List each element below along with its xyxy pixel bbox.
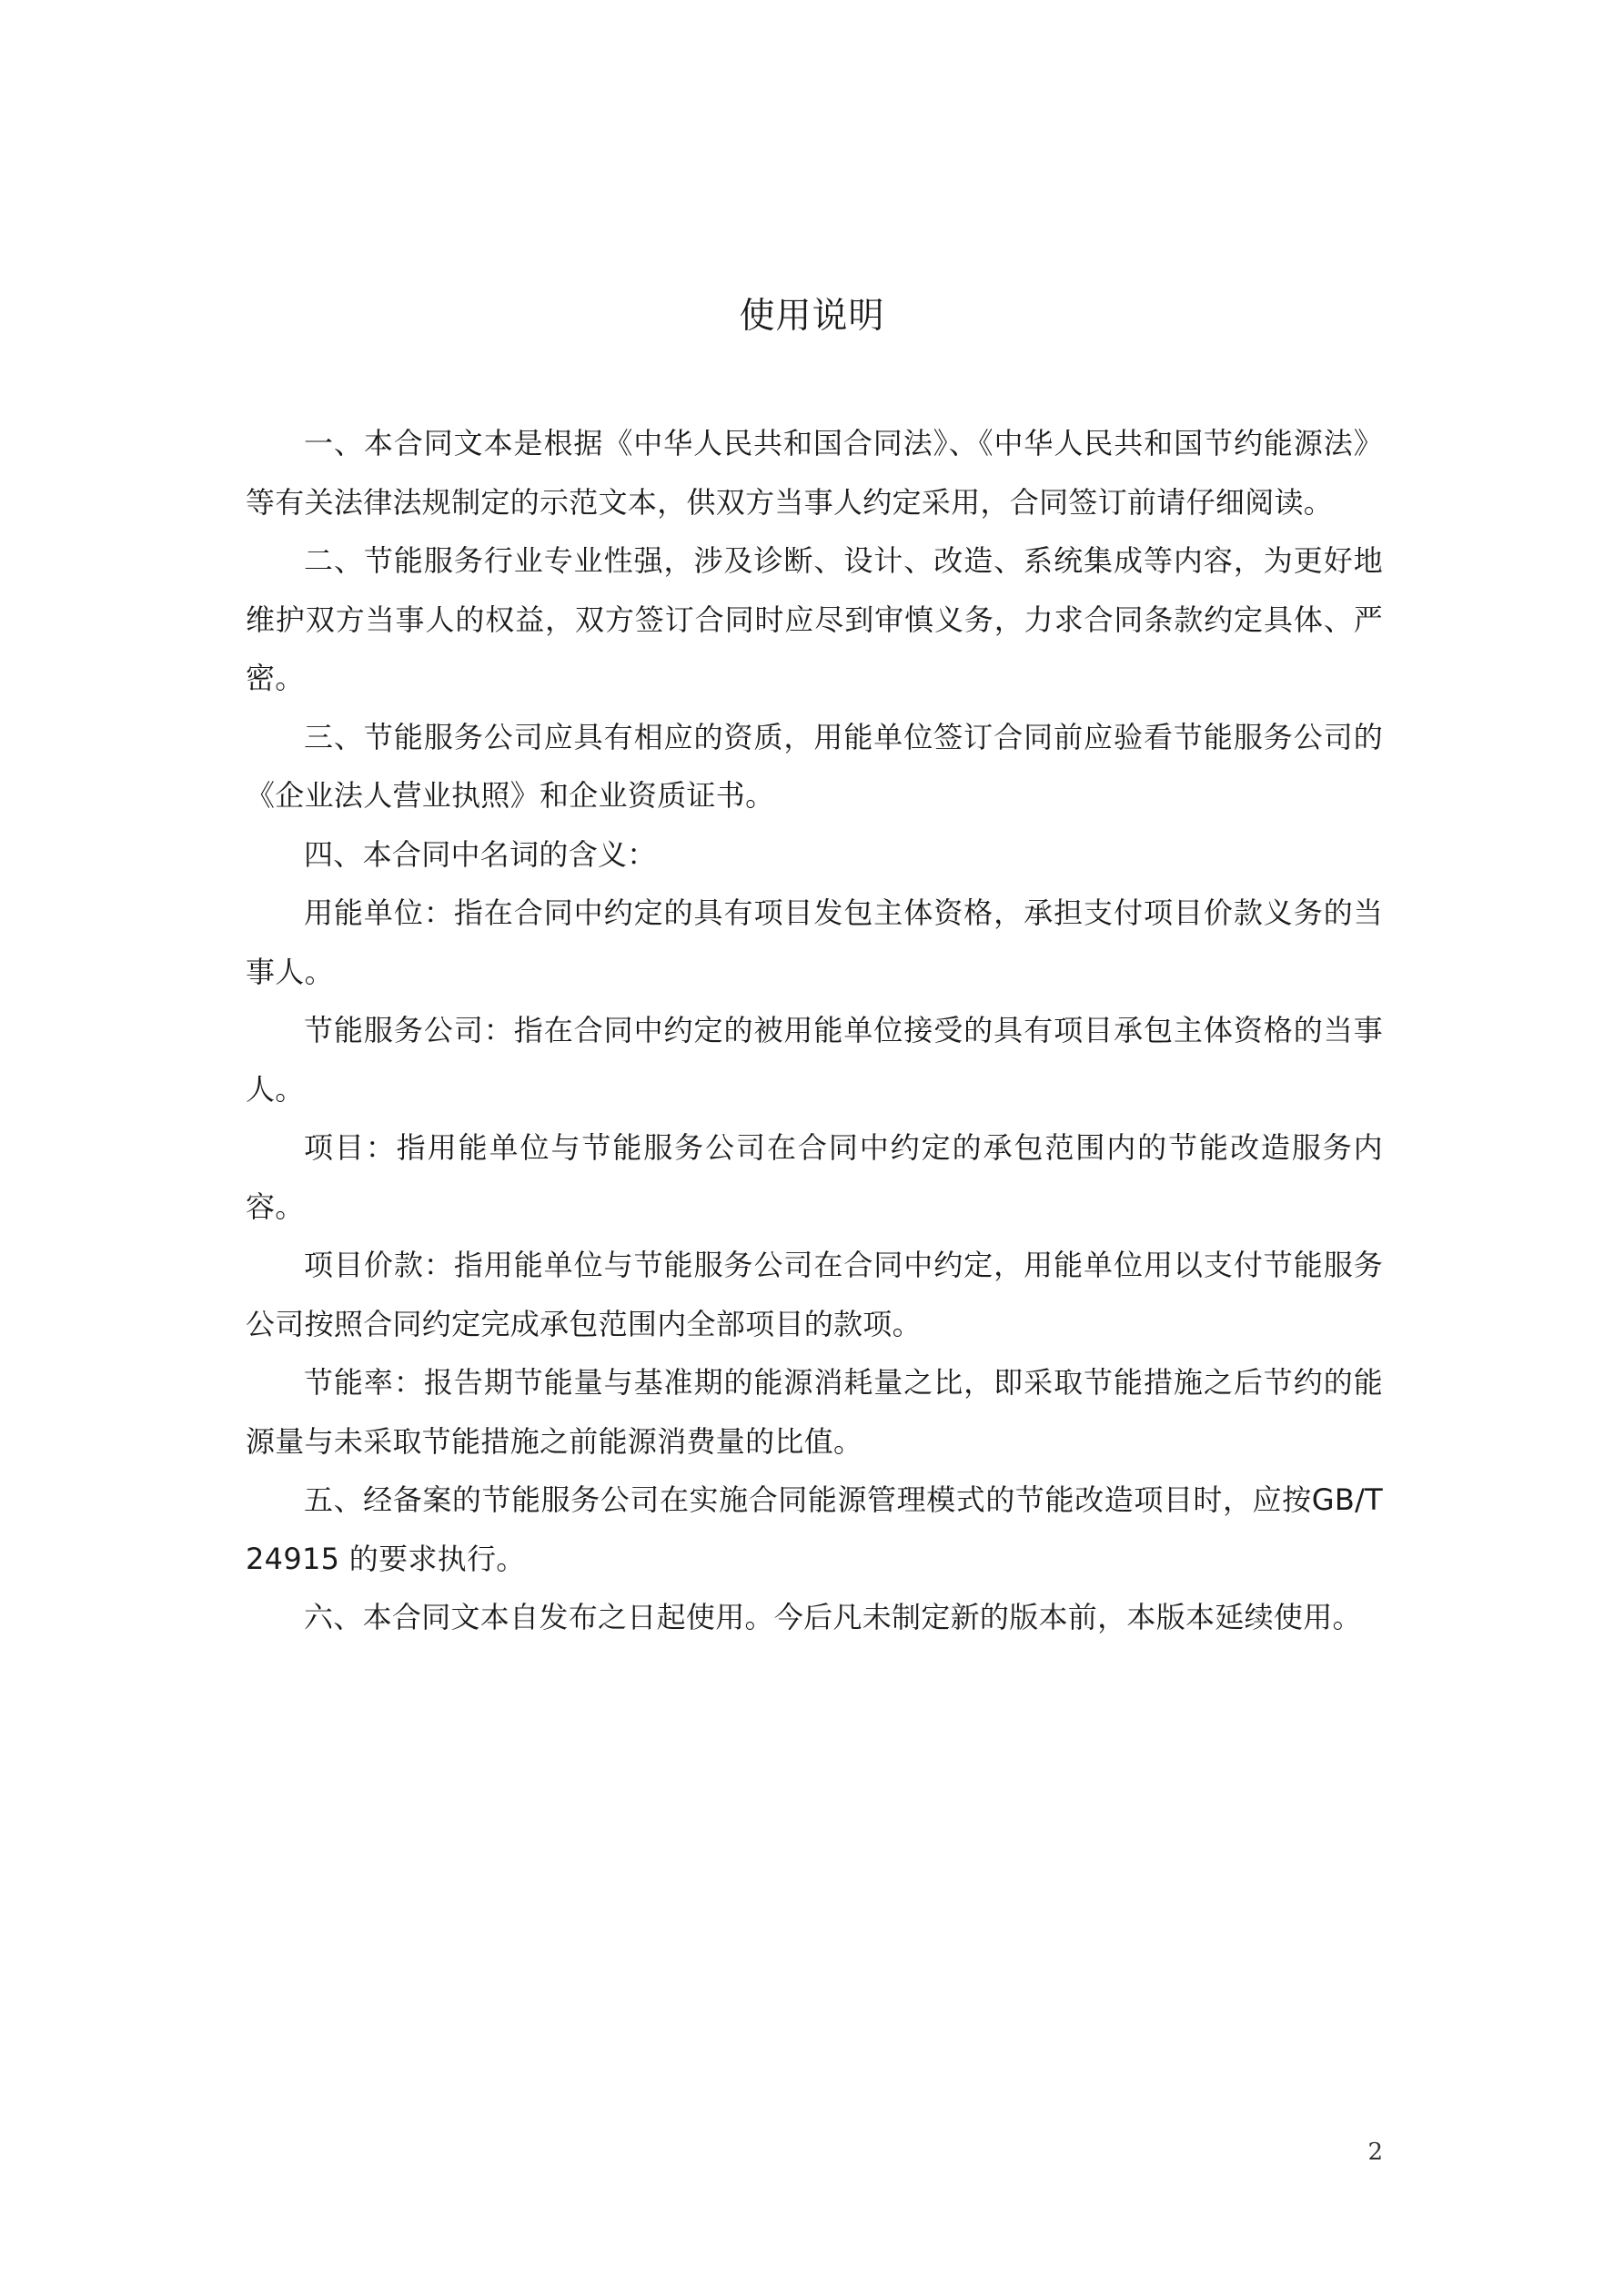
definition-project-price: 项目价款：指用能单位与节能服务公司在合同中约定，用能单位用以支付节能服务公司按照合同约定完成承包范围内全部项目的款项。 bbox=[246, 1248, 1383, 1341]
page-number: 2 bbox=[1367, 2139, 1383, 2166]
paragraph-2: 二、节能服务行业专业性强，涉及诊断、设计、改造、系统集成等内容，为更好地维护双方当事人的权益，双方签订合同时应尽到审慎义务，力求合同条款约定具体、严密。 bbox=[246, 543, 1383, 695]
paragraph-5: 五、经备案的节能服务公司在实施合同能源管理模式的节能改造项目时，应按GB/T24915 的要求执行。 bbox=[246, 1482, 1383, 1576]
page-title: 使用说明 bbox=[739, 296, 885, 337]
paragraph-1: 一、本合同文本是根据《中华人民共和国合同法》、《中华人民共和国节约能源法》等有关法律法规制定的示范文本，供双方当事人约定采用，合同签订前请仔细阅读。 bbox=[246, 426, 1383, 520]
definition-energy-service-company: 节能服务公司：指在合同中约定的被用能单位接受的具有项目承包主体资格的当事人。 bbox=[246, 1013, 1383, 1107]
paragraph-3: 三、节能服务公司应具有相应的资质，用能单位签订合同前应验看节能服务公司的《企业法人营业执照》和企业资质证书。 bbox=[246, 719, 1383, 813]
paragraph-4: 四、本合同中名词的含义： bbox=[304, 836, 657, 872]
paragraph-6: 六、本合同文本自发布之日起使用。今后凡未制定新的版本前，本版本延续使用。 bbox=[304, 1600, 1362, 1634]
definition-energy-saving-rate: 节能率：报告期节能量与基准期的能源消耗量之比，即采取节能措施之后节约的能源量与未采取节能措施之前能源消费量的比值。 bbox=[246, 1365, 1383, 1459]
definition-energy-user: 用能单位：指在合同中约定的具有项目发包主体资格，承担支付项目价款义务的当事人。 bbox=[246, 895, 1383, 989]
document-body bbox=[246, 414, 1383, 1647]
definition-project: 项目：指用能单位与节能服务公司在合同中约定的承包范围内的节能改造服务内容。 bbox=[246, 1130, 1383, 1224]
